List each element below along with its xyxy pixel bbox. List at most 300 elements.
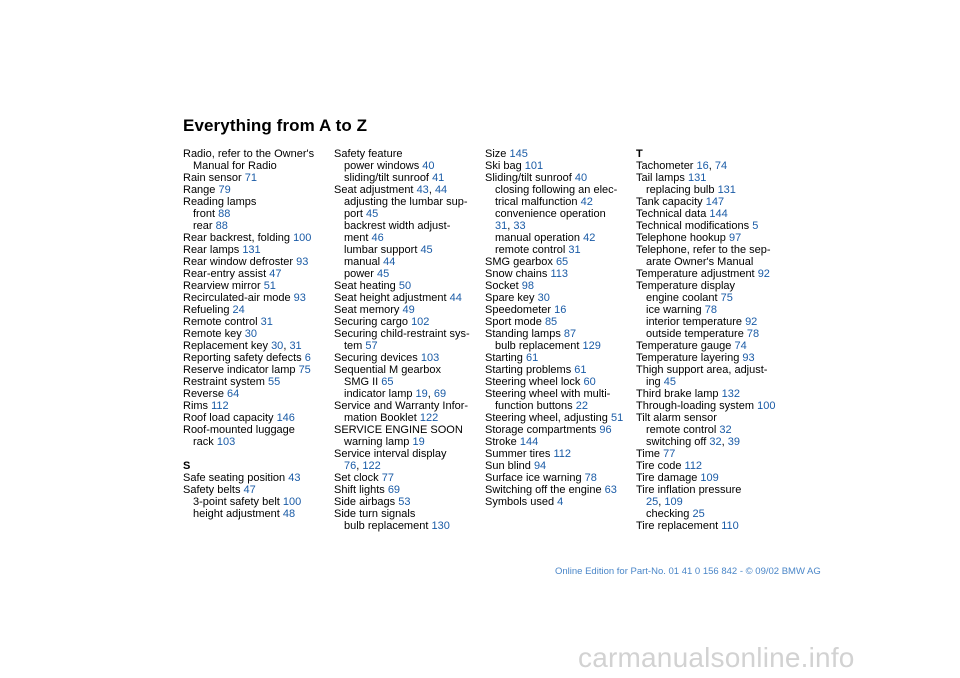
page-link[interactable]: 16 [554,304,567,316]
index-entry [485,460,630,472]
index-entry [485,232,630,244]
index-term: sliding/tilt sunroof [344,172,429,184]
page-link[interactable]: 40 [422,160,435,172]
index-column-4 [636,148,781,532]
index-entry [334,256,479,268]
index-entry [334,160,479,172]
index-entry [183,268,328,280]
index-entry: 25, 109 [646,496,683,508]
index-term: Rearview mirror [183,280,261,292]
index-term: Seat heating [334,280,396,292]
index-entry [636,412,781,424]
page-link[interactable]: 4 [557,496,564,508]
index-entry [636,184,781,196]
page-link[interactable]: 30 [244,328,258,340]
index-entry [485,244,630,256]
index-term: closing following an elec- [495,184,618,196]
index-term: Steering wheel lock [485,376,581,388]
index-entry [485,448,630,460]
page-link[interactable]: 75 [720,292,733,304]
page-link[interactable]: 22 [575,400,588,412]
page-link[interactable]: 60 [583,376,596,388]
index-column-1 [183,148,328,520]
index-entry: Seat adjustment 43, 44 [334,184,448,196]
index-entry [183,232,328,244]
index-entry [636,304,781,316]
page-link[interactable]: 39 [727,436,741,448]
index-entry [485,196,630,208]
page-link[interactable]: 100 [282,496,302,508]
page-link[interactable]: 131 [717,184,736,196]
index-entry [334,232,479,244]
page-link[interactable]: 51 [610,412,624,424]
index-entry [485,400,630,412]
index-term: Reading lamps [183,196,257,208]
index-term: S [183,460,191,472]
index-term: Summer tires [485,448,551,460]
index-entry [636,388,781,400]
index-entry [334,520,479,532]
index-term: ice warning [646,304,702,316]
index-term: Spare key [485,292,535,304]
page-link[interactable]: 30 [271,340,284,352]
index-entry [334,280,479,292]
index-term: trical malfunction [495,196,578,208]
index-term: rack [193,436,214,448]
index-entry [334,412,479,424]
page-link[interactable]: 40 [574,172,588,184]
index-term: Temperature adjustment [636,268,755,280]
index-entry [334,268,479,280]
page-link[interactable]: 25 [692,508,705,520]
page-link[interactable]: 93 [742,352,755,364]
index-term: arate Owner's Manual [646,256,754,268]
index-entry [485,388,630,400]
index-term: Rear-entry assist [183,268,267,280]
page-link[interactable]: 147 [705,196,725,208]
index-term: Remote control [183,316,258,328]
page-link[interactable]: 109 [664,496,683,508]
index-entry [183,184,328,196]
page-link[interactable]: 122 [419,412,439,424]
index-entry [636,472,781,484]
index-term: SMG II [344,376,379,388]
index-entry [183,364,328,376]
index-entry [334,304,479,316]
index-entry [636,508,781,520]
page-link[interactable]: 61 [574,364,587,376]
index-term: SERVICE ENGINE SOON [334,424,463,436]
page-link[interactable]: 63 [604,484,617,496]
index-entry [183,376,328,388]
page-link[interactable]: 76 [344,460,357,472]
index-term: Securing cargo [334,316,408,328]
page-link[interactable]: 79 [218,184,231,196]
index-entry [485,412,630,424]
page-link[interactable]: 43 [416,184,429,196]
index-entry: indicator lamp 19, 69 [344,388,447,400]
watermark: carmanualsonline.info [578,642,855,673]
index-entry [485,376,630,388]
index-term: Rims [183,400,209,412]
index-entry [485,316,630,328]
page-link[interactable]: 110 [721,520,739,532]
page-link[interactable]: 112 [553,448,572,460]
index-term: Reporting safety defects [183,352,302,364]
index-entry [183,280,328,292]
page-link[interactable]: 100 [293,232,312,244]
index-term: power windows [344,160,420,172]
page-link[interactable]: 61 [525,352,539,364]
index-entry: switching off 32, 39 [646,436,741,448]
index-term: Service interval display [334,448,447,460]
index-entry [485,364,630,376]
index-term: Thigh support area, adjust- [636,364,768,376]
index-entry [183,172,328,184]
index-term: Tire inflation pressure [636,484,742,496]
index-entry [485,292,630,304]
page-link[interactable]: 131 [687,172,707,184]
page-link[interactable]: 64 [227,388,240,400]
index-term: ment [344,232,369,244]
page-link[interactable]: 16 [696,160,709,172]
index-column-3 [485,148,630,508]
index-entry [485,484,630,496]
index-term: indicator lamp [344,388,413,400]
index-term: Temperature gauge [636,340,732,352]
page-link[interactable]: 49 [402,304,415,316]
page-link[interactable]: 45 [366,208,379,220]
page-link[interactable]: 46 [371,232,384,244]
page-link[interactable]: 47 [243,484,256,496]
index-entry [636,244,781,256]
page-link[interactable]: 48 [282,508,296,520]
page-link[interactable]: 6 [304,352,311,364]
page-link[interactable]: 93 [296,256,309,268]
page-link[interactable]: 77 [663,448,676,460]
index-entry [334,148,479,160]
page-link[interactable]: 55 [267,376,281,388]
page-link[interactable]: 92 [757,268,770,280]
index-entry [334,508,479,520]
index-entry [334,376,479,388]
index-term: Tire replacement [636,520,719,532]
page-link[interactable]: 44 [434,184,448,196]
page-link[interactable]: 69 [387,484,401,496]
index-term: rear [193,220,213,232]
page-link[interactable]: 57 [365,340,378,352]
index-term: Safe seating position [183,472,286,484]
index-entry [334,340,479,352]
page-link[interactable]: 78 [746,328,760,340]
index-term: Stroke [485,436,517,448]
index-entry [636,376,781,388]
index-entry [183,496,328,508]
page-link[interactable]: 109 [700,472,719,484]
page-link[interactable]: 94 [533,460,547,472]
page-link[interactable]: 42 [583,232,596,244]
page-link[interactable]: 24 [232,304,245,316]
section-letter [183,460,328,472]
index-entry [183,244,328,256]
index-entry [334,436,479,448]
page-link[interactable]: 32 [709,436,722,448]
page-link[interactable]: 146 [276,412,295,424]
index-term: remote control [646,424,717,436]
index-term: Starting [485,352,523,364]
index-entry [183,388,328,400]
index-term: tem [344,340,363,352]
index-term: Reverse [183,388,224,400]
index-term: adjusting the lumbar sup- [344,196,468,208]
page-link[interactable]: 88 [218,208,231,220]
page-link[interactable]: 31 [260,316,273,328]
page-link[interactable]: 65 [555,256,569,268]
page-link[interactable]: 87 [563,328,577,340]
page-link[interactable]: 122 [362,460,381,472]
page-link[interactable]: 19 [412,436,425,448]
index-term: Temperature layering [636,352,740,364]
index-entry [636,256,781,268]
page-link[interactable]: 78 [584,472,597,484]
index-entry [183,316,328,328]
index-term: Range [183,184,216,196]
index-term: Technical data [636,208,707,220]
index-entry [485,268,630,280]
index-entry [334,424,479,436]
page-link[interactable]: 74 [734,340,747,352]
page-link[interactable]: 88 [215,220,228,232]
index-entry [636,220,781,232]
page-link[interactable]: 78 [704,304,717,316]
index-term: Restraint system [183,376,265,388]
page-link[interactable]: 44 [383,256,396,268]
page-link[interactable]: 30 [537,292,550,304]
page-link[interactable]: 51 [263,280,276,292]
index-entry [334,472,479,484]
page-link[interactable]: 92 [745,316,758,328]
page-link[interactable]: 144 [519,436,539,448]
index-entry [636,316,781,328]
index-term: replacing bulb [646,184,715,196]
index-term: Seat adjustment [334,184,414,196]
page-link[interactable]: 75 [298,364,311,376]
index-term: Time [636,448,661,460]
index-term: Safety belts [183,484,241,496]
index-entry [183,148,328,160]
index-entry [183,328,328,340]
page-link[interactable]: 65 [381,376,394,388]
index-entry [334,244,479,256]
index-entry: Replacement key 30, 31 [183,340,302,352]
page-link[interactable]: 45 [420,244,433,256]
index-term: Set clock [334,472,379,484]
page-link[interactable]: 41 [432,172,445,184]
index-term: Telephone hookup [636,232,726,244]
index-entry [485,208,630,220]
index-term: mation Booklet [344,412,417,424]
page-link[interactable]: 85 [544,316,558,328]
index-term: Tilt alarm sensor [636,412,717,424]
page-link[interactable]: 53 [398,496,411,508]
page-link[interactable]: 33 [513,220,526,232]
index-term: Steering wheel with multi- [485,388,611,400]
page-link[interactable]: 96 [599,424,612,436]
index-entry [183,484,328,496]
index-term: engine coolant [646,292,718,304]
index-term: Socket [485,280,519,292]
index-entry [636,484,781,496]
index-term: Sliding/tilt sunroof [485,172,572,184]
index-term: Side airbags [334,496,396,508]
index-term: backrest width adjust- [344,220,451,232]
page-link[interactable]: 32 [719,424,732,436]
page-link[interactable]: 31 [495,220,508,232]
page-link[interactable]: 77 [381,472,394,484]
page-link[interactable]: 45 [377,268,390,280]
page-link[interactable]: 44 [449,292,462,304]
index-term: Manual for Radio [193,160,277,172]
page-link[interactable]: 145 [509,148,528,160]
index-term: ing [646,376,661,388]
page-link[interactable]: 131 [242,244,261,256]
index-entry [334,496,479,508]
index-term: Technical modifications [636,220,750,232]
index-term: SMG gearbox [485,256,553,268]
index-entry [334,172,479,184]
index-term: Sun blind [485,460,531,472]
page-link[interactable]: 97 [728,232,742,244]
index-entry [636,340,781,352]
index-term: Reserve indicator lamp [183,364,296,376]
index-entry [334,400,479,412]
index-term: warning lamp [344,436,410,448]
section-letter [636,148,781,160]
index-entry [183,292,328,304]
index-entry [334,364,479,376]
page-link[interactable]: 74 [714,160,728,172]
index-term: Replacement key [183,340,268,352]
index-term: Roof load capacity [183,412,274,424]
index-term: Service and Warranty Infor- [334,400,469,412]
index-term: port [344,208,363,220]
index-term: Sequential M gearbox [334,364,442,376]
page-link[interactable]: 102 [411,316,430,328]
index-term: Starting problems [485,364,572,376]
page-link[interactable]: 45 [663,376,676,388]
page-link[interactable]: 103 [420,352,440,364]
index-term: Surface ice warning [485,472,582,484]
index-term: Rain sensor [183,172,242,184]
index-entry [485,496,630,508]
index-entry [485,436,630,448]
index-entry [183,160,328,172]
index-entry [183,196,328,208]
index-term: Roof-mounted luggage [183,424,295,436]
page-link[interactable]: 112 [211,400,229,412]
index-term: Symbols used [485,496,555,508]
page-link[interactable]: 31 [289,340,302,352]
index-entry [183,352,328,364]
index-term: power [344,268,374,280]
edition-footer: Online Edition for Part-No. 01 41 0 156 842 - © 09/02 BMW AG [555,566,821,577]
index-entry [183,436,328,448]
index-entry [636,196,781,208]
index-entry [334,196,479,208]
index-entry [636,448,781,460]
index-entry [183,424,328,436]
page-link[interactable]: 98 [521,280,534,292]
index-entry [183,220,328,232]
index-entry [183,400,328,412]
index-term: outside temperature [646,328,744,340]
page-link[interactable]: 42 [580,196,593,208]
index-entry [183,304,328,316]
page-link[interactable]: 93 [293,292,306,304]
index-entry: 76, 122 [344,460,381,472]
page-link[interactable]: 144 [709,208,728,220]
page-link[interactable]: 43 [288,472,301,484]
page-link[interactable]: 113 [550,268,568,280]
index-entry [334,484,479,496]
index-entry [636,268,781,280]
index-term: 3-point safety belt [193,496,280,508]
page-link[interactable]: 112 [684,460,703,472]
index-entry [636,460,781,472]
index-term: Ski bag [485,160,522,172]
index-term: Speedometer [485,304,552,316]
index-term: Tire damage [636,472,698,484]
index-term: T [636,148,643,160]
index-term: Size [485,148,507,160]
index-term: Storage compartments [485,424,597,436]
page-link[interactable]: 47 [269,268,282,280]
page-link[interactable]: 101 [524,160,544,172]
index-term: bulb replacement [495,340,580,352]
page-link[interactable]: 103 [216,436,236,448]
index-entry [636,400,781,412]
index-term: convenience operation [495,208,606,220]
page-link[interactable]: 71 [244,172,258,184]
index-entry [485,280,630,292]
index-term: interior temperature [646,316,742,328]
index-entry: Tachometer 16, 74 [636,160,728,172]
page-link[interactable]: 19 [415,388,428,400]
index-entry [485,172,630,184]
index-entry [636,280,781,292]
index-entry [334,208,479,220]
page-link[interactable]: 50 [398,280,412,292]
page-link[interactable]: 5 [752,220,759,232]
index-entry [636,328,781,340]
index-entry [183,208,328,220]
index-term: Recirculated-air mode [183,292,291,304]
page-link[interactable]: 130 [431,520,450,532]
index-term: Standing lamps [485,328,561,340]
page-link[interactable]: 129 [582,340,601,352]
page-link[interactable]: 132 [721,388,740,400]
page-link[interactable]: 69 [433,388,447,400]
index-entry [636,172,781,184]
page-link[interactable]: 100 [757,400,776,412]
index-entry [485,148,630,160]
index-term: Radio, refer to the Owner's [183,148,315,160]
index-term: Safety feature [334,148,403,160]
page-link[interactable]: 31 [568,244,581,256]
page-link[interactable]: 25 [646,496,659,508]
index-term: Telephone, refer to the sep- [636,244,771,256]
index-entry: 31, 33 [495,220,526,232]
